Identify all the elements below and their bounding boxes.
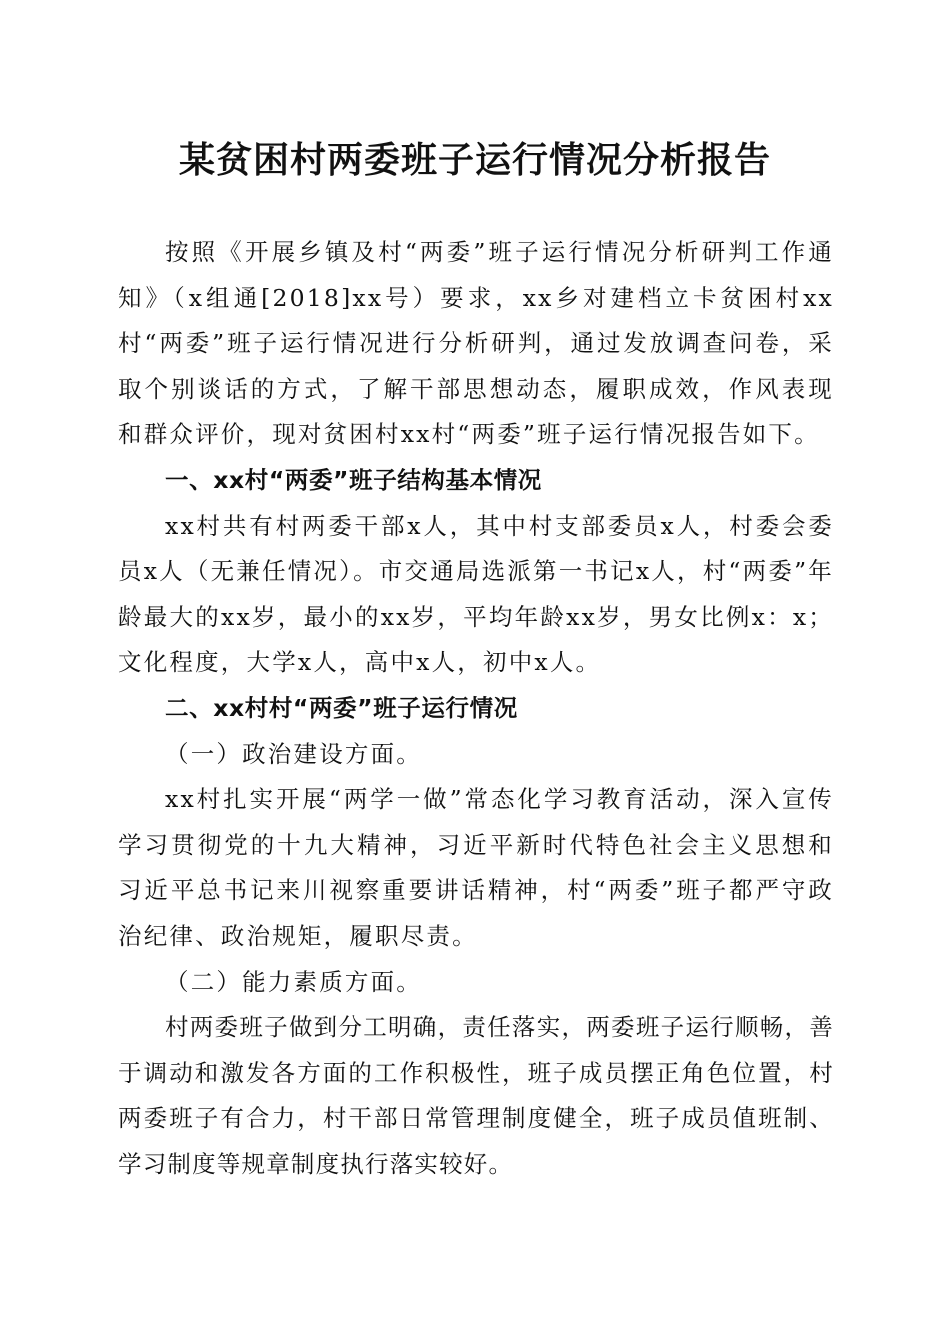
intro-paragraph: 按照《开展乡镇及村“两委”班子运行情况分析研判工作通知》（x组通[2018]xx号）要求，xx乡对建档立卡贫困村xx村“两委”班子运行情况进行分析研判，通过发放调查问卷，采取个别谈话的方式，了解干部思想动态，履职成效，作风表现和群众评价，现对贫困村xx村“两委”班子运行情况报告如下。 <box>118 238 834 449</box>
subsection-2-paragraph: 村两委班子做到分工明确，责任落实，两委班子运行顺畅，善于调动和激发各方面的工作积极性，班子成员摆正角色位置，村两委班子有合力，村干部日常管理制度健全，班子成员值班制、学习制度等规章制度执行落实较好。 <box>118 1013 834 1178</box>
document-title: 某贫困村两委班子运行情况分析报告 <box>178 139 771 181</box>
section-2-heading: 二、xx村村“两委”班子运行情况 <box>165 693 518 722</box>
section-1-heading: 一、xx村“两委”班子结构基本情况 <box>165 465 542 494</box>
subsection-1-paragraph: xx村扎实开展“两学一做”常态化学习教育活动，深入宣传学习贯彻党的十九大精神，习近平新时代特色社会主义思想和习近平总书记来川视察重要讲话精神，村“两委”班子都严守政治纪律、政治规矩，履职尽责。 <box>118 785 834 950</box>
subsection-1-heading: （一）政治建设方面。 <box>165 739 422 768</box>
subsection-2-heading: （二）能力素质方面。 <box>165 967 422 996</box>
section-1-paragraph: xx村共有村两委干部x人，其中村支部委员x人，村委会委员x人（无兼任情况）。市交通局选派第一书记x人，村“两委”年龄最大的xx岁，最小的xx岁，平均年龄xx岁，男女比例x：x；文化程度，大学x人，高中x人，初中x人。 <box>118 511 834 677</box>
document-body <box>118 230 834 1187</box>
